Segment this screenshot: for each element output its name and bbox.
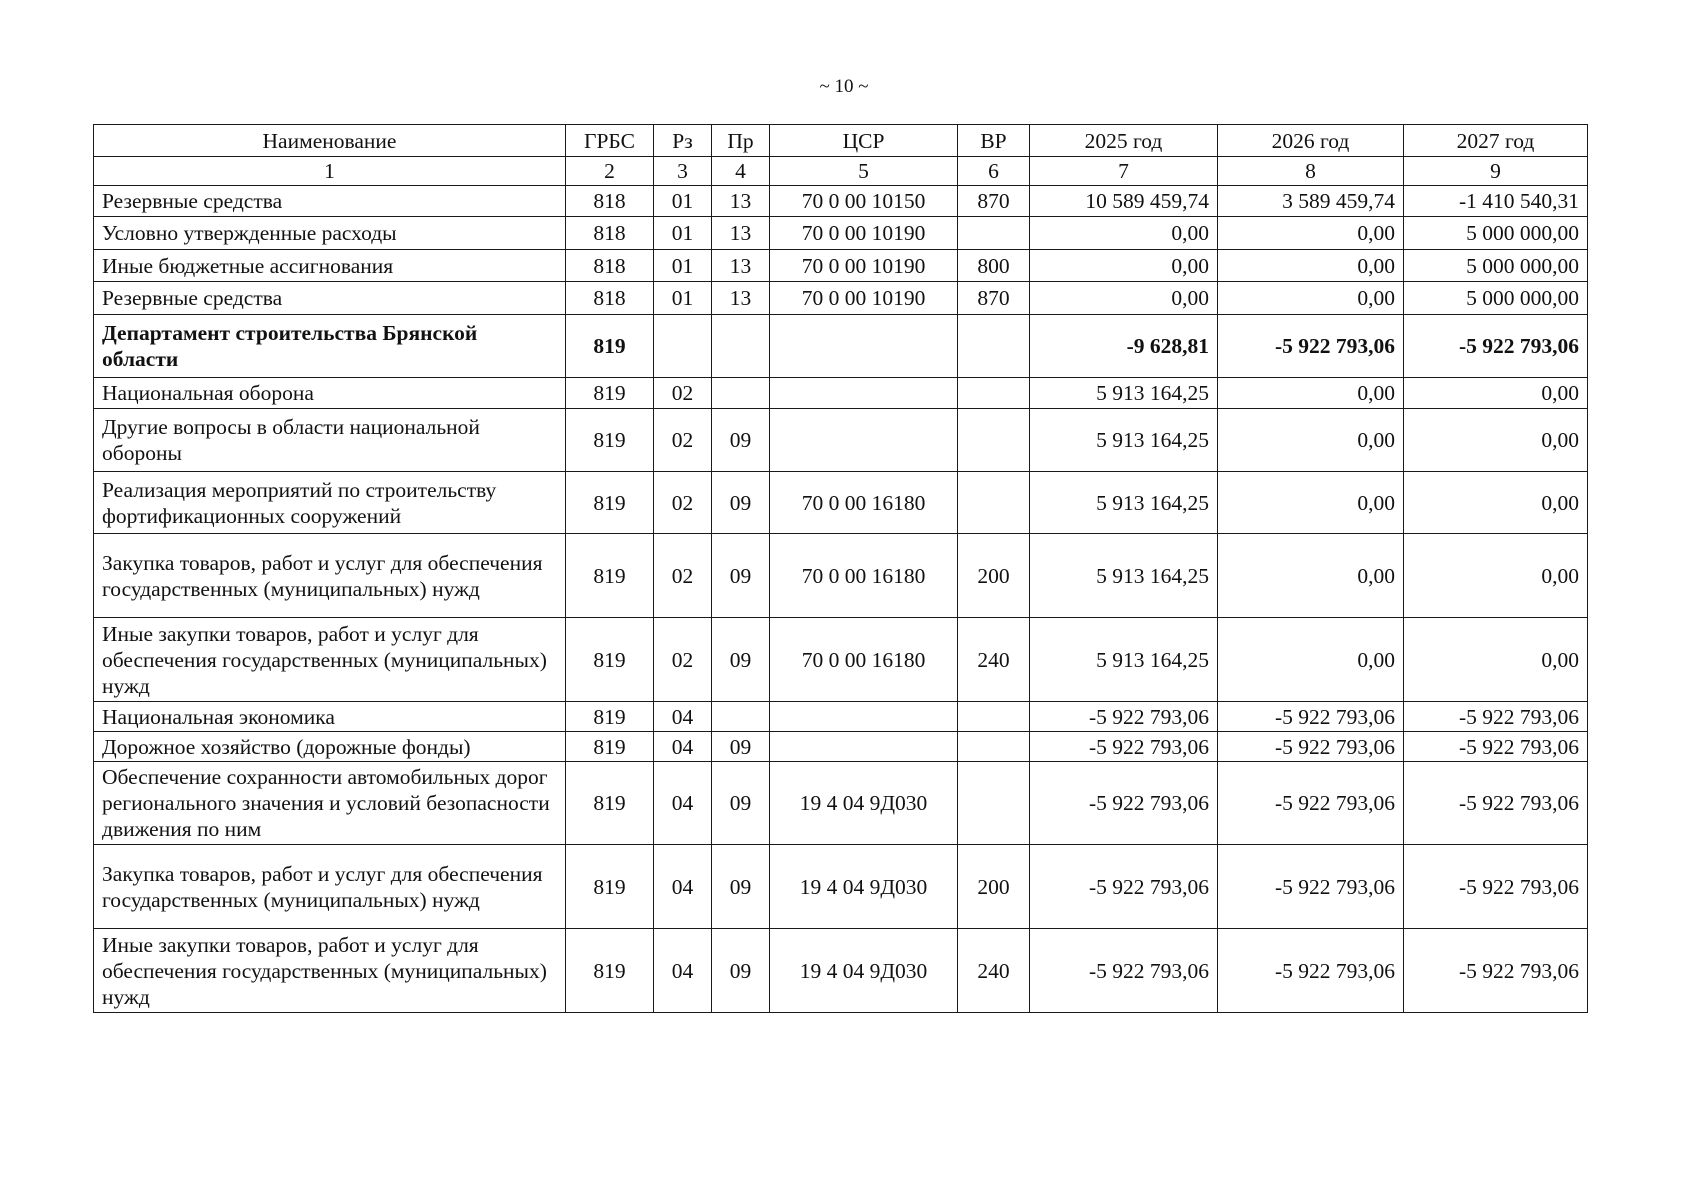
cell-name: Резервные средства	[94, 282, 566, 315]
cell-name: Резервные средства	[94, 186, 566, 217]
cell-pr: 09	[712, 762, 770, 845]
cell-csr: 70 0 00 16180	[770, 472, 958, 534]
cell-2025: 5 913 164,25	[1030, 472, 1218, 534]
cell-vr	[958, 378, 1030, 409]
cell-2026: 0,00	[1218, 472, 1404, 534]
cell-rz: 02	[654, 472, 712, 534]
header-2025: 2025 год	[1030, 125, 1218, 157]
cell-2026: 0,00	[1218, 534, 1404, 618]
cell-pr: 09	[712, 618, 770, 702]
cell-grbs: 819	[566, 732, 654, 762]
cell-2025: 5 913 164,25	[1030, 378, 1218, 409]
cell-vr	[958, 702, 1030, 732]
column-number: 3	[654, 157, 712, 186]
cell-pr: 13	[712, 282, 770, 315]
cell-2025: -5 922 793,06	[1030, 702, 1218, 732]
cell-2027: 0,00	[1404, 534, 1588, 618]
cell-2026: 3 589 459,74	[1218, 186, 1404, 217]
cell-2025: 0,00	[1030, 282, 1218, 315]
cell-pr	[712, 378, 770, 409]
cell-2027: -5 922 793,06	[1404, 762, 1588, 845]
cell-2025: 5 913 164,25	[1030, 618, 1218, 702]
cell-pr: 13	[712, 250, 770, 282]
cell-csr	[770, 315, 958, 378]
cell-name: Иные закупки товаров, работ и услуг для обеспечения государственных (муниципальных) нужд	[94, 929, 566, 1013]
cell-rz: 02	[654, 618, 712, 702]
table-row-department	[94, 315, 1588, 378]
cell-rz: 01	[654, 217, 712, 250]
cell-vr: 870	[958, 186, 1030, 217]
cell-name: Дорожное хозяйство (дорожные фонды)	[94, 732, 566, 762]
cell-name: Другие вопросы в области национальной обороны	[94, 409, 566, 472]
cell-pr: 09	[712, 929, 770, 1013]
header-row	[94, 125, 1588, 157]
cell-pr: 09	[712, 472, 770, 534]
cell-rz: 04	[654, 702, 712, 732]
cell-vr	[958, 409, 1030, 472]
column-number: 5	[770, 157, 958, 186]
cell-2026: 0,00	[1218, 282, 1404, 315]
cell-2027: 0,00	[1404, 378, 1588, 409]
cell-csr: 19 4 04 9Д030	[770, 845, 958, 929]
cell-2026: -5 922 793,06	[1218, 845, 1404, 929]
cell-2026: -5 922 793,06	[1218, 315, 1404, 378]
table-row	[94, 732, 1588, 762]
table-row	[94, 282, 1588, 315]
cell-grbs: 818	[566, 250, 654, 282]
header-pr: Пр	[712, 125, 770, 157]
column-number: 8	[1218, 157, 1404, 186]
cell-pr: 09	[712, 534, 770, 618]
cell-csr: 70 0 00 10150	[770, 186, 958, 217]
column-number: 1	[94, 157, 566, 186]
cell-vr	[958, 762, 1030, 845]
cell-grbs: 819	[566, 534, 654, 618]
cell-grbs: 819	[566, 315, 654, 378]
cell-2026: -5 922 793,06	[1218, 929, 1404, 1013]
cell-2026: 0,00	[1218, 618, 1404, 702]
cell-csr	[770, 378, 958, 409]
cell-2025: -5 922 793,06	[1030, 732, 1218, 762]
cell-rz: 04	[654, 845, 712, 929]
cell-2027: -5 922 793,06	[1404, 929, 1588, 1013]
table-row	[94, 472, 1588, 534]
cell-2027: -5 922 793,06	[1404, 315, 1588, 378]
cell-vr: 200	[958, 534, 1030, 618]
cell-name: Национальная экономика	[94, 702, 566, 732]
cell-vr	[958, 472, 1030, 534]
header-vr: ВР	[958, 125, 1030, 157]
cell-pr	[712, 702, 770, 732]
cell-2026: -5 922 793,06	[1218, 702, 1404, 732]
cell-csr: 70 0 00 10190	[770, 217, 958, 250]
cell-2025: -5 922 793,06	[1030, 762, 1218, 845]
header-2027: 2027 год	[1404, 125, 1588, 157]
table-row	[94, 217, 1588, 250]
cell-grbs: 818	[566, 217, 654, 250]
cell-2025: -5 922 793,06	[1030, 929, 1218, 1013]
cell-2026: 0,00	[1218, 409, 1404, 472]
cell-pr	[712, 315, 770, 378]
header-name: Наименование	[94, 125, 566, 157]
cell-2025: 5 913 164,25	[1030, 409, 1218, 472]
table-row	[94, 186, 1588, 217]
cell-2025: -5 922 793,06	[1030, 845, 1218, 929]
cell-rz: 01	[654, 250, 712, 282]
cell-rz: 02	[654, 409, 712, 472]
cell-rz: 04	[654, 732, 712, 762]
cell-2025: 10 589 459,74	[1030, 186, 1218, 217]
cell-grbs: 819	[566, 929, 654, 1013]
cell-pr: 09	[712, 409, 770, 472]
table-row	[94, 409, 1588, 472]
table-row	[94, 762, 1588, 845]
table-row	[94, 618, 1588, 702]
column-number: 6	[958, 157, 1030, 186]
cell-2027: 0,00	[1404, 409, 1588, 472]
cell-csr: 70 0 00 16180	[770, 534, 958, 618]
cell-name: Условно утвержденные расходы	[94, 217, 566, 250]
table-row	[94, 702, 1588, 732]
table-row	[94, 250, 1588, 282]
cell-vr	[958, 315, 1030, 378]
table-row	[94, 378, 1588, 409]
cell-grbs: 819	[566, 378, 654, 409]
column-number: 9	[1404, 157, 1588, 186]
cell-vr: 200	[958, 845, 1030, 929]
page-number: ~ 10 ~	[819, 76, 869, 97]
cell-rz: 04	[654, 762, 712, 845]
cell-2027: -1 410 540,31	[1404, 186, 1588, 217]
cell-2027: -5 922 793,06	[1404, 732, 1588, 762]
cell-2027: 0,00	[1404, 618, 1588, 702]
cell-2025: 0,00	[1030, 217, 1218, 250]
cell-rz: 04	[654, 929, 712, 1013]
cell-2027: 0,00	[1404, 472, 1588, 534]
cell-grbs: 819	[566, 409, 654, 472]
cell-2026: 0,00	[1218, 250, 1404, 282]
cell-grbs: 819	[566, 702, 654, 732]
cell-csr	[770, 409, 958, 472]
table-row	[94, 845, 1588, 929]
cell-name: Иные бюджетные ассигнования	[94, 250, 566, 282]
header-2026: 2026 год	[1218, 125, 1404, 157]
cell-2027: -5 922 793,06	[1404, 702, 1588, 732]
cell-pr: 13	[712, 217, 770, 250]
cell-pr: 13	[712, 186, 770, 217]
table-row	[94, 929, 1588, 1013]
cell-grbs: 819	[566, 762, 654, 845]
cell-2027: -5 922 793,06	[1404, 845, 1588, 929]
column-number: 4	[712, 157, 770, 186]
cell-csr: 70 0 00 10190	[770, 250, 958, 282]
cell-rz: 01	[654, 186, 712, 217]
cell-2025: -9 628,81	[1030, 315, 1218, 378]
cell-rz: 02	[654, 378, 712, 409]
cell-grbs: 819	[566, 845, 654, 929]
cell-2025: 0,00	[1030, 250, 1218, 282]
budget-table	[93, 124, 1588, 1013]
cell-2026: -5 922 793,06	[1218, 762, 1404, 845]
cell-vr: 800	[958, 250, 1030, 282]
cell-rz	[654, 315, 712, 378]
cell-2026: 0,00	[1218, 378, 1404, 409]
cell-name: Национальная оборона	[94, 378, 566, 409]
cell-vr	[958, 217, 1030, 250]
cell-name: Иные закупки товаров, работ и услуг для обеспечения государственных (муниципальных) нужд	[94, 618, 566, 702]
cell-2026: 0,00	[1218, 217, 1404, 250]
header-grbs: ГРБС	[566, 125, 654, 157]
cell-name: Закупка товаров, работ и услуг для обеспечения государственных (муниципальных) нужд	[94, 845, 566, 929]
column-number-row	[94, 157, 1588, 186]
cell-2027: 5 000 000,00	[1404, 217, 1588, 250]
cell-csr: 70 0 00 16180	[770, 618, 958, 702]
cell-grbs: 818	[566, 282, 654, 315]
cell-name: Департамент строительства Брянской области	[94, 315, 566, 378]
cell-csr	[770, 702, 958, 732]
cell-2027: 5 000 000,00	[1404, 282, 1588, 315]
cell-vr: 240	[958, 618, 1030, 702]
cell-grbs: 818	[566, 186, 654, 217]
column-number: 7	[1030, 157, 1218, 186]
cell-2026: -5 922 793,06	[1218, 732, 1404, 762]
table-row	[94, 534, 1588, 618]
cell-csr	[770, 732, 958, 762]
column-number: 2	[566, 157, 654, 186]
header-csr: ЦСР	[770, 125, 958, 157]
cell-2027: 5 000 000,00	[1404, 250, 1588, 282]
cell-grbs: 819	[566, 472, 654, 534]
cell-pr: 09	[712, 845, 770, 929]
cell-name: Обеспечение сохранности автомобильных дорог регионального значения и условий безопасности движения по ним	[94, 762, 566, 845]
cell-2025: 5 913 164,25	[1030, 534, 1218, 618]
cell-vr: 240	[958, 929, 1030, 1013]
cell-csr: 19 4 04 9Д030	[770, 929, 958, 1013]
cell-name: Реализация мероприятий по строительству фортификационных сооружений	[94, 472, 566, 534]
table-header	[94, 125, 1588, 186]
cell-csr: 70 0 00 10190	[770, 282, 958, 315]
cell-rz: 02	[654, 534, 712, 618]
cell-csr: 19 4 04 9Д030	[770, 762, 958, 845]
cell-grbs: 819	[566, 618, 654, 702]
cell-vr: 870	[958, 282, 1030, 315]
cell-vr	[958, 732, 1030, 762]
cell-name: Закупка товаров, работ и услуг для обеспечения государственных (муниципальных) нужд	[94, 534, 566, 618]
cell-pr: 09	[712, 732, 770, 762]
cell-rz: 01	[654, 282, 712, 315]
header-rz: Рз	[654, 125, 712, 157]
table-body	[94, 186, 1588, 1013]
